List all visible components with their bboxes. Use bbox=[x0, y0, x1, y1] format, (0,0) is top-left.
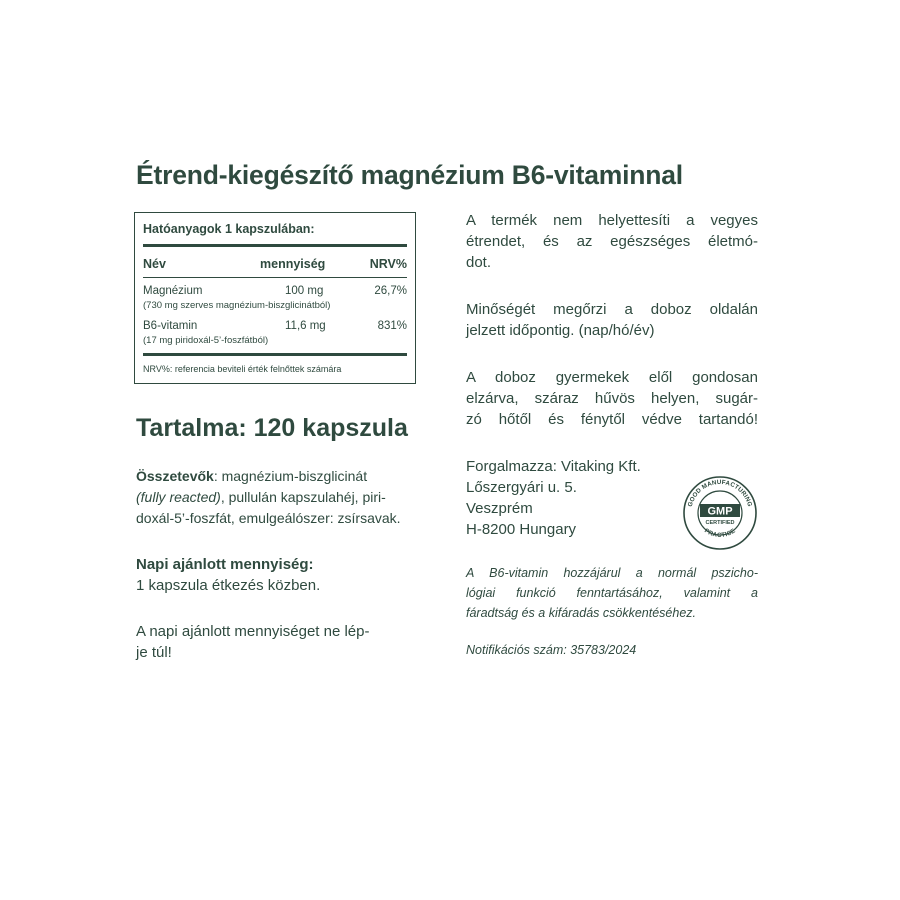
nutrition-heading: Hatóanyagok 1 kapszulában: bbox=[143, 222, 315, 236]
divider bbox=[143, 277, 407, 278]
notice-text: étrendet, és az egészséges életmó- bbox=[466, 233, 758, 250]
notice-text: A termék nem helyettesíti a vegyes bbox=[466, 212, 758, 229]
gmp-certified-seal bbox=[682, 475, 758, 551]
col-header-amount: mennyiség bbox=[260, 257, 326, 271]
svg-text:GOOD MANUFACTURING bbox=[687, 479, 754, 508]
storage-paragraph bbox=[466, 299, 758, 341]
col-header-name: Név bbox=[143, 257, 166, 271]
distributor-block bbox=[466, 456, 641, 540]
gmp-ring-bottom: PRACTICE bbox=[703, 527, 737, 540]
divider bbox=[143, 353, 407, 356]
ingredients-text: (fully reacted) bbox=[136, 489, 221, 505]
dosage-label: Napi ajánlott mennyiség: bbox=[136, 556, 314, 573]
gmp-sublabel: CERTIFIED bbox=[705, 520, 735, 526]
nutrition-table bbox=[134, 212, 416, 384]
nrv-footnote: NRV%: referencia beviteli érték felnőttek számára bbox=[143, 364, 342, 374]
distributor-text: H-8200 Hungary bbox=[466, 521, 577, 538]
notice-paragraph bbox=[466, 210, 758, 273]
row-amount: 11,6 mg bbox=[285, 320, 326, 332]
notice-text: dot. bbox=[466, 254, 492, 271]
row-name: Magnézium bbox=[143, 285, 203, 297]
children-text: elzárva, száraz hűvös helyen, sugár- bbox=[466, 390, 758, 407]
claim-text: fáradtság és a kifáradás csökkentéséhez. bbox=[466, 606, 696, 620]
ingredients-text: , pullulán kapszulahéj, piri- bbox=[220, 489, 386, 505]
children-text: zó hőtől és fénytől védve tartandó! bbox=[466, 411, 758, 428]
children-text: A doboz gyermekek elől gondosan bbox=[466, 369, 758, 386]
ingredients-text: : magnézium-biszglicinát bbox=[213, 468, 368, 484]
contents-heading: Tartalma: 120 kapszula bbox=[136, 414, 408, 442]
warning-text: A napi ajánlott mennyiséget ne lép- bbox=[136, 623, 370, 640]
row-nrv: 831% bbox=[377, 320, 407, 332]
health-claim-paragraph bbox=[466, 563, 758, 623]
row-name: B6-vitamin bbox=[143, 320, 198, 332]
product-title: Étrend-kiegészítő magnézium B6-vitaminnal bbox=[136, 160, 683, 190]
dosage-text: 1 kapszula étkezés közben. bbox=[136, 577, 321, 594]
svg-text:PRACTICE bbox=[703, 527, 737, 539]
distributor-text: Forgalmazza: Vitaking Kft. bbox=[466, 458, 641, 475]
storage-text: Minőségét megőrzi a doboz oldalán bbox=[466, 301, 758, 318]
notification-number: Notifikációs szám: 35783/2024 bbox=[466, 643, 637, 657]
children-paragraph bbox=[466, 367, 758, 430]
row-source: (17 mg piridoxál-5’-foszfátból) bbox=[143, 335, 269, 346]
dosage-paragraph bbox=[136, 554, 320, 596]
warning-paragraph bbox=[136, 621, 370, 663]
divider bbox=[143, 244, 407, 247]
warning-text: je túl! bbox=[136, 644, 172, 661]
gmp-label: GMP bbox=[707, 505, 733, 518]
row-source: (730 mg szerves magnézium-biszglicinátból) bbox=[143, 300, 331, 311]
ingredients-label: Összetevők bbox=[136, 468, 214, 484]
row-nrv: 26,7% bbox=[374, 285, 407, 297]
col-header-nrv: NRV% bbox=[369, 257, 407, 271]
distributor-text: Veszprém bbox=[466, 500, 533, 517]
claim-text: A B6-vitamin hozzájárul a normál pszicho- bbox=[466, 566, 758, 580]
gmp-ring-top: GOOD MANUFACTURING bbox=[686, 478, 754, 508]
storage-text: jelzett időpontig. (nap/hó/év) bbox=[466, 322, 655, 339]
row-amount: 100 mg bbox=[285, 285, 324, 297]
ingredients-text: doxál-5’-foszfát, emulgeálószer: zsírsavak. bbox=[136, 510, 401, 526]
distributor-text: Lőszergyári u. 5. bbox=[466, 479, 577, 496]
ingredients-paragraph bbox=[136, 466, 426, 529]
claim-text: lógiai funkció fenntartásához, valamint a bbox=[466, 586, 758, 600]
